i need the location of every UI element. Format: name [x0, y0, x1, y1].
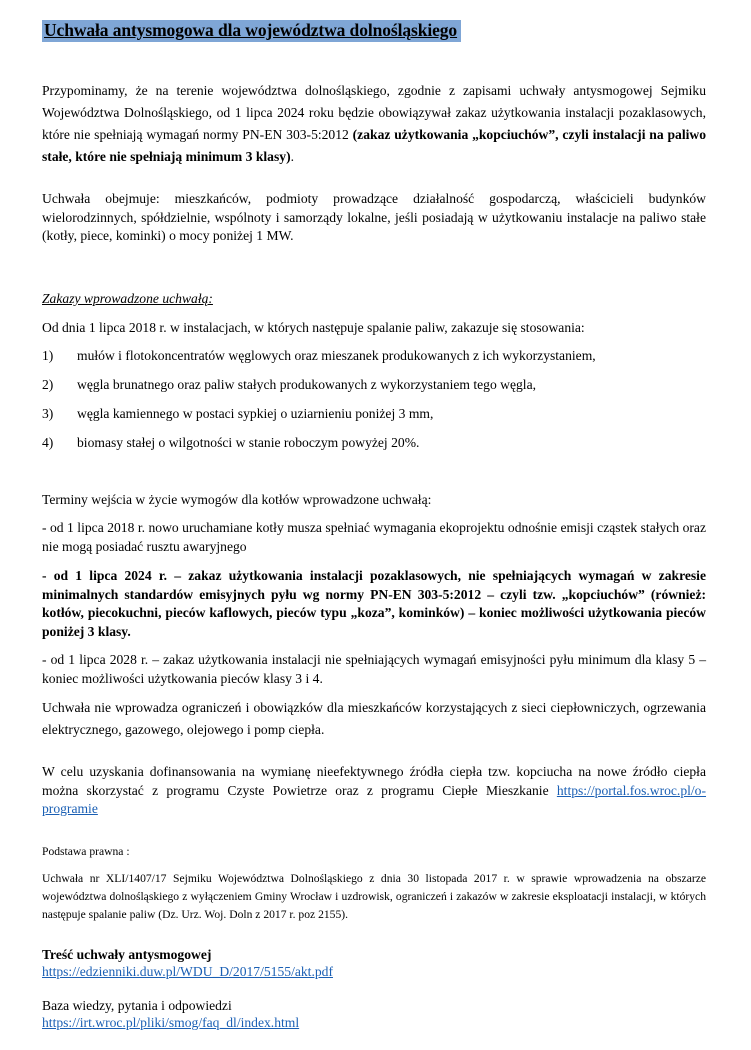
page-title: Uchwała antysmogowa dla województwa dolnośląskiego: [42, 20, 461, 42]
faq-link[interactable]: https://irt.wroc.pl/pliki/smog/faq_dl/index.html: [42, 1015, 300, 1030]
resolution-link[interactable]: https://edzienniki.duw.pl/WDU_D/2017/5155/akt.pdf: [42, 964, 333, 979]
scope-paragraph: Uchwała obejmuje: mieszkańców, podmioty prowadzące działalność gospodarczą, właścicieli budynków wielorodzinnych, spółdzielnie, wspólnoty i samorządy lokalne, jeśli posiadają w użytkowaniu instalacje na paliwo stałe (kotły, piece, kominki) o mocy poniżej 1 MW.: [42, 191, 706, 243]
funding-link[interactable]: https://portal.fos.wroc.pl/o-programie: [42, 782, 707, 816]
legal-text: Uchwała nr XLI/1407/17 Sejmiku Województwa Dolnośląskiego z dnia 30 listopada 2017 r. w sprawie wprowadzenia na obszarze województwa dolnośląskiego z wyłączeniem Gminy Wrocław i uzdrowisk, ograniczeń i zakazów w zakresie eksploatacji instalacji, w których następuje spalanie paliw (Dz. Urz. Woj. Doln z 2017 r. poz 2155).: [42, 872, 706, 921]
legal-heading: Podstawa prawna :: [42, 845, 130, 858]
exemption-paragraph: Uchwała nie wprowadza ograniczeń i obowiązków dla mieszkańców korzystających z sieci ciepłowniczych, ogrzewania elektrycznego, gazowego, olejowego i pomp ciepła.: [42, 700, 706, 737]
term-2018: - od 1 lipca 2018 r. nowo uruchamiane kotły musza spełniać wymagania ekoprojektu odnośnie emisji cząstek stałych oraz nie mogą posiadać rusztu awaryjnego: [42, 520, 706, 554]
faq-heading: Baza wiedzy, pytania i odpowiedzi: [42, 998, 232, 1013]
bans-lead: Od dnia 1 lipca 2018 r. w instalacjach, w których następuje spalanie paliw, zakazuje się stosowania:: [42, 320, 585, 335]
terms-heading: Terminy wejścia w życie wymogów dla kotłów wprowadzone uchwałą:: [42, 492, 432, 507]
intro-bold: (zakaz użytkowania „kopciuchów”, czyli instalacji na paliwo stałe, które nie spełniają minimum 3 klasy): [42, 127, 707, 164]
term-2024: - od 1 lipca 2024 r. – zakaz użytkowania instalacji pozaklasowych, nie spełniających wymagań w zakresie minimalnych standardów emisyjnych pyłu wg normy PN-EN 303-5:2012 – czyli tzw. „kopciuchów” (również: kotłów, piecokuchni, pieców kaflowych, pieców typu „koza”, kominków) – koniec możliwości użytkowania pieców poniżej 3 klasy.: [42, 568, 706, 639]
intro-paragraph: Przypominamy, że na terenie województwa dolnośląskiego, zgodnie z zapisami uchwały antysmogowej Sejmiku Województwa Dolnośląskiego, od 1 lipca 2024 roku będzie obowiązywał zakaz użytkowania instalacji pozaklasowych, które nie spełniają wymagań normy PN-EN 303-5:2012 (zakaz użytkowania „kopciuchów”, czyli instalacji na paliwo stałe, które nie spełniają minimum 3 klasy).: [42, 83, 707, 164]
resolution-heading: Treść uchwały antysmogowej: [42, 947, 212, 962]
funding-paragraph: W celu uzyskania dofinansowania na wymianę nieefektywnego źródła ciepła tzw. kopciucha na nowe źródło ciepła można skorzystać z programu Czyste Powietrze oraz z programu Ciepłe Mieszkanie https://portal.fos.wroc.pl/o-programie: [42, 764, 707, 816]
term-2028: - od 1 lipca 2028 r. – zakaz użytkowania instalacji nie spełniających wymagań emisyjności pyłu minimum dla klasy 5 – koniec możliwości użytkowania pieców klasy 3 i 4.: [42, 652, 706, 686]
bans-heading: Zakazy wprowadzone uchwałą:: [42, 291, 213, 306]
